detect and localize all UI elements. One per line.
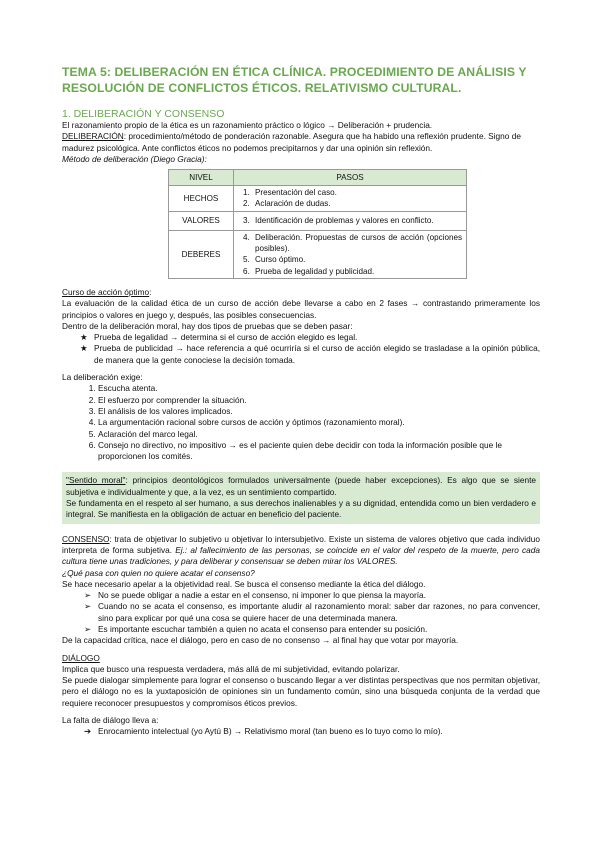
curso-colon: : (149, 286, 152, 297)
dialogo-paragraph: Se puede dialogar simplemente para lograr el consenso o buscando llegar a ver distintas perspectivas que nos permitan objetivar, pero el diálogo no es la yuxtaposición de opiniones sin un fundamento común, sino una búsqueda conjunta de la verdad que requiere reconocer presupuestos y compromisos éticos previos. (62, 675, 540, 708)
curso-paragraph: Dentro de la deliberación moral, hay dos tipos de pruebas que se deben pasar: (62, 320, 353, 331)
sentido-moral-term: "Sentido moral" (66, 475, 126, 486)
curso-paragraph: La evaluación de la calidad ética de un curso de acción debe llevarse a cabo en 2 fases → contrastando primeramente los principios o valores en juego y, después, las posibles consecuencias. (62, 298, 540, 320)
consenso-definition: : trata de objetivar lo subjetivo u objetivar lo intersubjetivo. Existe un sistema de valores objetivo que cada individuo interpreta de forma subjetiva. (62, 533, 540, 555)
deliberacion-exige-heading: La deliberación exige: (62, 372, 143, 383)
table-header-pasos: PASOS (234, 170, 467, 186)
table-step: 4. Deliberación. Propuestas de cursos de acción (opciones posibles). (252, 232, 462, 255)
deliberation-table (168, 169, 467, 279)
document-body (62, 120, 540, 738)
section-heading: 1. DELIBERACIÓN Y CONSENSO (62, 108, 225, 120)
intro-line: El razonamiento propio de la ética es un razonamiento práctico o lógico → Deliberación + prudencia. (62, 120, 433, 130)
list-item (84, 590, 540, 601)
star-icon: ★ (80, 343, 88, 354)
list-item: 6. Consejo no directivo, no impositivo → es el paciente quien debe decidir con toda la información posible que le proporcionen los comités. (98, 440, 540, 463)
consenso-question: ¿Qué pasa con quien no quiere acatar el consenso? (62, 567, 255, 578)
consenso-paragraph: Se hace necesario apelar a la objetividad real. Se busca el consenso mediante la ética del diálogo. (62, 578, 426, 589)
list-item: 1. Escucha atenta. (98, 383, 540, 394)
table-cell-steps (234, 186, 467, 212)
star-icon: ★ (80, 332, 88, 343)
consenso-example: Ej.: al fallecimiento de las personas, se coincide en el valor del respeto de la muerte, pero cada cultura tiene unas tradiciones, y para deliberar y consensuar se deben mirar los VALORES. (62, 544, 540, 567)
table-row (169, 211, 467, 230)
dialogo-paragraph: La falta de diálogo lleva a: (62, 715, 159, 726)
arrowhead-icon: ➢ (84, 623, 91, 634)
deliberacion-term: DELIBERACIÓN (62, 131, 124, 142)
dialogo-heading: DIÁLOGO (62, 652, 100, 663)
list-item: 5. Aclaración del marco legal. (98, 429, 540, 440)
arrow-icon: ➔ (84, 726, 91, 737)
list-item (80, 332, 540, 343)
table-row (169, 186, 467, 212)
table-row (169, 230, 467, 278)
table-cell-steps (234, 211, 467, 230)
list-item (84, 726, 540, 737)
page-title: TEMA 5: DELIBERACIÓN EN ÉTICA CLÍNICA. PROCEDIMIENTO DE ANÁLISIS Y RESOLUCIÓN DE CONFLICTOS ÉTICOS. RELATIVISMO CULTURAL. (62, 65, 527, 95)
list-item (84, 624, 540, 635)
table-step: 5. Curso óptimo. (252, 254, 462, 265)
consenso-paragraph: De la capacidad crítica, nace el diálogo, pero en caso de no consenso → al final hay que votar por mayoría. (62, 635, 459, 646)
list-item-text: Prueba de legalidad → determina si el curso de acción elegido es legal. (94, 332, 358, 343)
sentido-moral-definition: : principios deontológicos formulados universalmente (puede haber excepciones). Es algo que se siente subjetiva e individualmente y que, a la vez, es un sentimiento compartido. (66, 475, 536, 497)
table-step: 6. Prueba de legalidad y publicidad. (252, 266, 462, 277)
deliberacion-paragraph (62, 131, 540, 154)
list-item-text: Prueba de publicidad → hace referencia a qué ocurriría si el curso de acción elegido se trasladase a la opinión pública, de manera que la gente conociese la decisión tomada. (94, 343, 540, 365)
dialogo-paragraph: Implica que busco una respuesta verdadera, más allá de mi subjetividad, evitando polarizar. (62, 663, 400, 674)
curso-heading: Curso de acción óptimo (62, 286, 150, 297)
list-item-text: No se puede obligar a nadie a estar en el consenso, ni imponer lo que piensa la mayoría. (98, 590, 426, 601)
curso-heading-line (62, 287, 540, 298)
list-item (80, 343, 540, 366)
table-step: 3. Identificación de problemas y valores en conflicto. (252, 215, 462, 226)
list-item (84, 601, 540, 624)
list-item: 3. El análisis de los valores implicados. (98, 406, 540, 417)
table-step: 2. Aclaración de dudas. (252, 198, 462, 209)
table-cell-level: VALORES (169, 211, 234, 230)
arrowhead-icon: ➢ (84, 601, 91, 612)
list-item: 2. El esfuerzo por comprender la situación. (98, 395, 540, 406)
arrowhead-icon: ➢ (84, 590, 91, 601)
table-cell-level: DEBERES (169, 230, 234, 278)
deliberacion-definition: : procedimiento/método de ponderación razonable. Asegura que ha habido una reflexión prudente. Signo de madurez psicológica. Ante conflictos éticos no podemos precipitarnos y dar una opinión sin reflexión. (62, 131, 521, 153)
table-step: 1. Presentación del caso. (252, 187, 462, 198)
list-item: 4. La argumentación racional sobre cursos de acción y óptimos (razonamiento moral). (98, 417, 540, 428)
deliberacion-exige-list (62, 383, 540, 462)
consenso-term: CONSENSO (62, 533, 110, 544)
table-cell-level: HECHOS (169, 186, 234, 212)
list-item-text: Es importante escuchar también a quien no acata el consenso para entender su posición. (98, 623, 428, 634)
list-item-text: Cuando no se acata el consenso, es importante aludir al razonamiento moral: saber dar razones, no para convencer, sino para explicar por qué una cosa se quiere hacer de una determinada manera. (98, 601, 540, 623)
sentido-moral-box (62, 472, 540, 523)
table-header-nivel: NIVEL (169, 170, 234, 186)
consenso-paragraph (62, 534, 540, 568)
method-caption: Método de deliberación (Diego Gracia): (62, 153, 207, 164)
table-header-row (169, 170, 467, 186)
table-cell-steps (234, 230, 467, 278)
sentido-moral-text (66, 475, 536, 498)
list-item-text: Enrocamiento intelectual (yo Aytú B) → Relativismo moral (tan bueno es lo tuyo como lo mío). (98, 726, 443, 737)
sentido-moral-text2: Se fundamenta en el respeto al ser humano, a sus derechos inalienables y a su dignidad, entendida como un bien verdadero e integral. Se manifiesta en la obligación de actuar en beneficio del paciente. (66, 498, 536, 520)
